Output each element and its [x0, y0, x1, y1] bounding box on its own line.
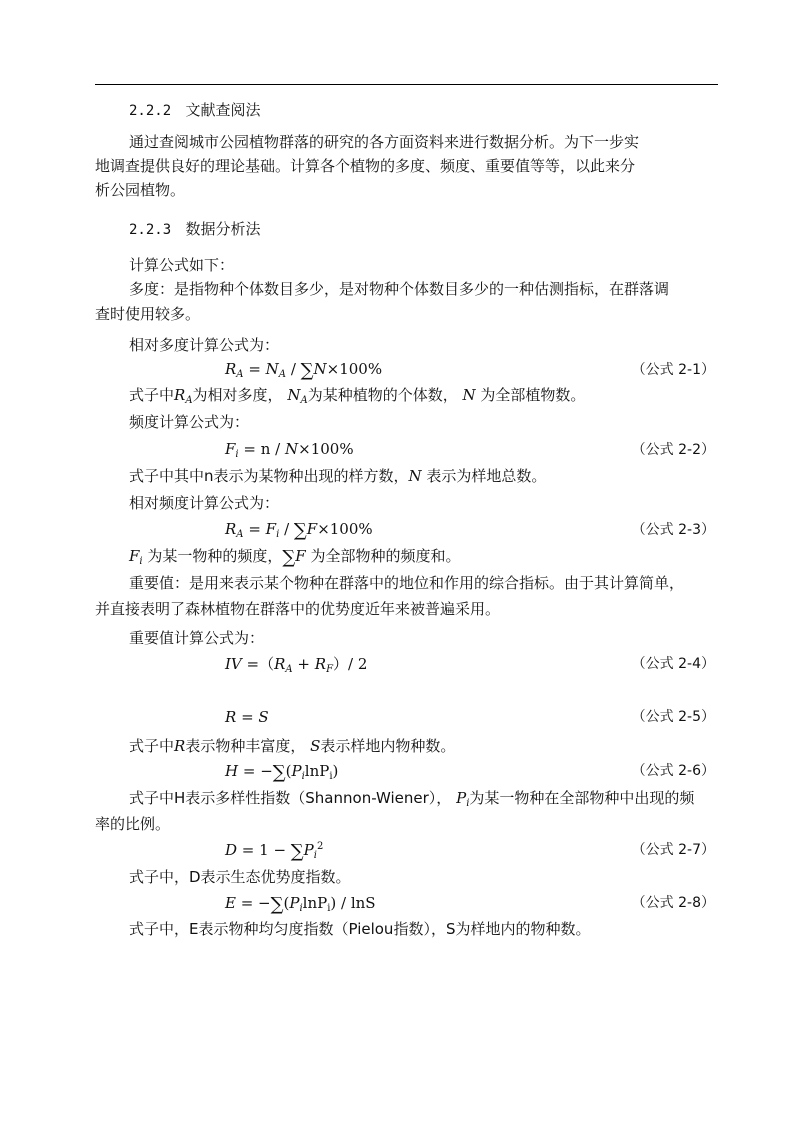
paragraph-line: 重要值计算公式为： [129, 629, 265, 647]
equation-label: （公式 2-1） [631, 362, 715, 378]
equation-2-5: R = S [225, 708, 269, 726]
equation-label: （公式 2-8） [631, 895, 715, 911]
equation-note: 式子中R表示物种丰富度， S表示样地内物种数。 [129, 737, 456, 755]
header-rule [95, 84, 718, 85]
paragraph-line: 相对多度计算公式为： [129, 336, 280, 354]
equation-label: （公式 2-5） [631, 709, 715, 725]
paragraph-line: 析公园植物。 [95, 181, 186, 199]
equation-2-3: $R_A = F_i / \sum F\times 100\%$ [225, 520, 373, 541]
paragraph-line: 多度：是指物种个体数目多少，是对物种个体数目多少的一种估测指标，在群落调 [129, 280, 670, 298]
paragraph-line: 重要值：是用来表示某个物种在群落中的地位和作用的综合指标。由于其计算简单， [129, 574, 685, 592]
equation-note: 式子中，D表示生态优势度指数。 [129, 868, 351, 886]
equation-note: $F_i$ 为某一物种的频度，∑F 为全部物种的频度和。 [129, 547, 461, 568]
section-heading-2-2-2 [129, 101, 260, 120]
paragraph-line: 并直接表明了森林植物在群落中的优势度近年来被普遍采用。 [95, 600, 501, 618]
paragraph-line: 查时使用较多。 [95, 305, 201, 323]
paragraph-line: 频度计算公式为： [129, 413, 250, 431]
equation-note: 式子中$R_A$为相对多度， $N_A$为某种植物的个体数， N 为全部植物数。 [129, 386, 586, 406]
equation-label: （公式 2-4） [631, 656, 715, 672]
equation-label: （公式 2-7） [631, 842, 715, 858]
paragraph-line: 计算公式如下： [129, 256, 235, 274]
section-number: 2.2.2 [129, 103, 172, 119]
equation-2-8: $E = -\sum(P_i\ln P_i) / \ln S$ [225, 894, 376, 915]
equation-2-4: IV $=(R_A + R_F)/$ 2 [225, 655, 368, 675]
paragraph-line: 率的比例。 [95, 815, 171, 833]
equation-2-1: $R_A = N_A / \sum N\times 100\%$ [225, 360, 383, 381]
equation-label: （公式 2-3） [631, 522, 715, 538]
equation-2-7: $D = 1 - \sum P_i^2$ [225, 841, 324, 862]
equation-2-6: $H = -\sum(P_i\ln P_i)$ [225, 762, 339, 783]
equation-note: 式子中H表示多样性指数（Shannon-Wiener）， $P_i$为某一物种在全部物种中出现的频 [129, 789, 695, 809]
equation-label: （公式 2-2） [631, 442, 715, 458]
equation-2-2: $F_i = n / N\times 100\%$ [225, 440, 354, 460]
section-title: 数据分析法 [185, 220, 261, 238]
equation-note: 式子中其中n表示为某物种出现的样方数，N 表示为样地总数。 [129, 467, 547, 485]
equation-note: 式子中，E表示物种均匀度指数（Pielou指数），S为样地内的物种数。 [129, 920, 591, 938]
section-number: 2.2.3 [129, 222, 172, 238]
section-heading-2-2-3 [129, 220, 260, 239]
section-title: 文献查阅法 [185, 101, 261, 119]
paragraph-line: 地调查提供良好的理论基础。计算各个植物的多度、频度、重要值等等，以此来分 [95, 157, 636, 175]
paragraph-line: 通过查阅城市公园植物群落的研究的各方面资料来进行数据分析。为下一步实 [129, 133, 640, 151]
equation-label: （公式 2-6） [631, 763, 715, 779]
paragraph-line: 相对频度计算公式为： [129, 494, 280, 512]
